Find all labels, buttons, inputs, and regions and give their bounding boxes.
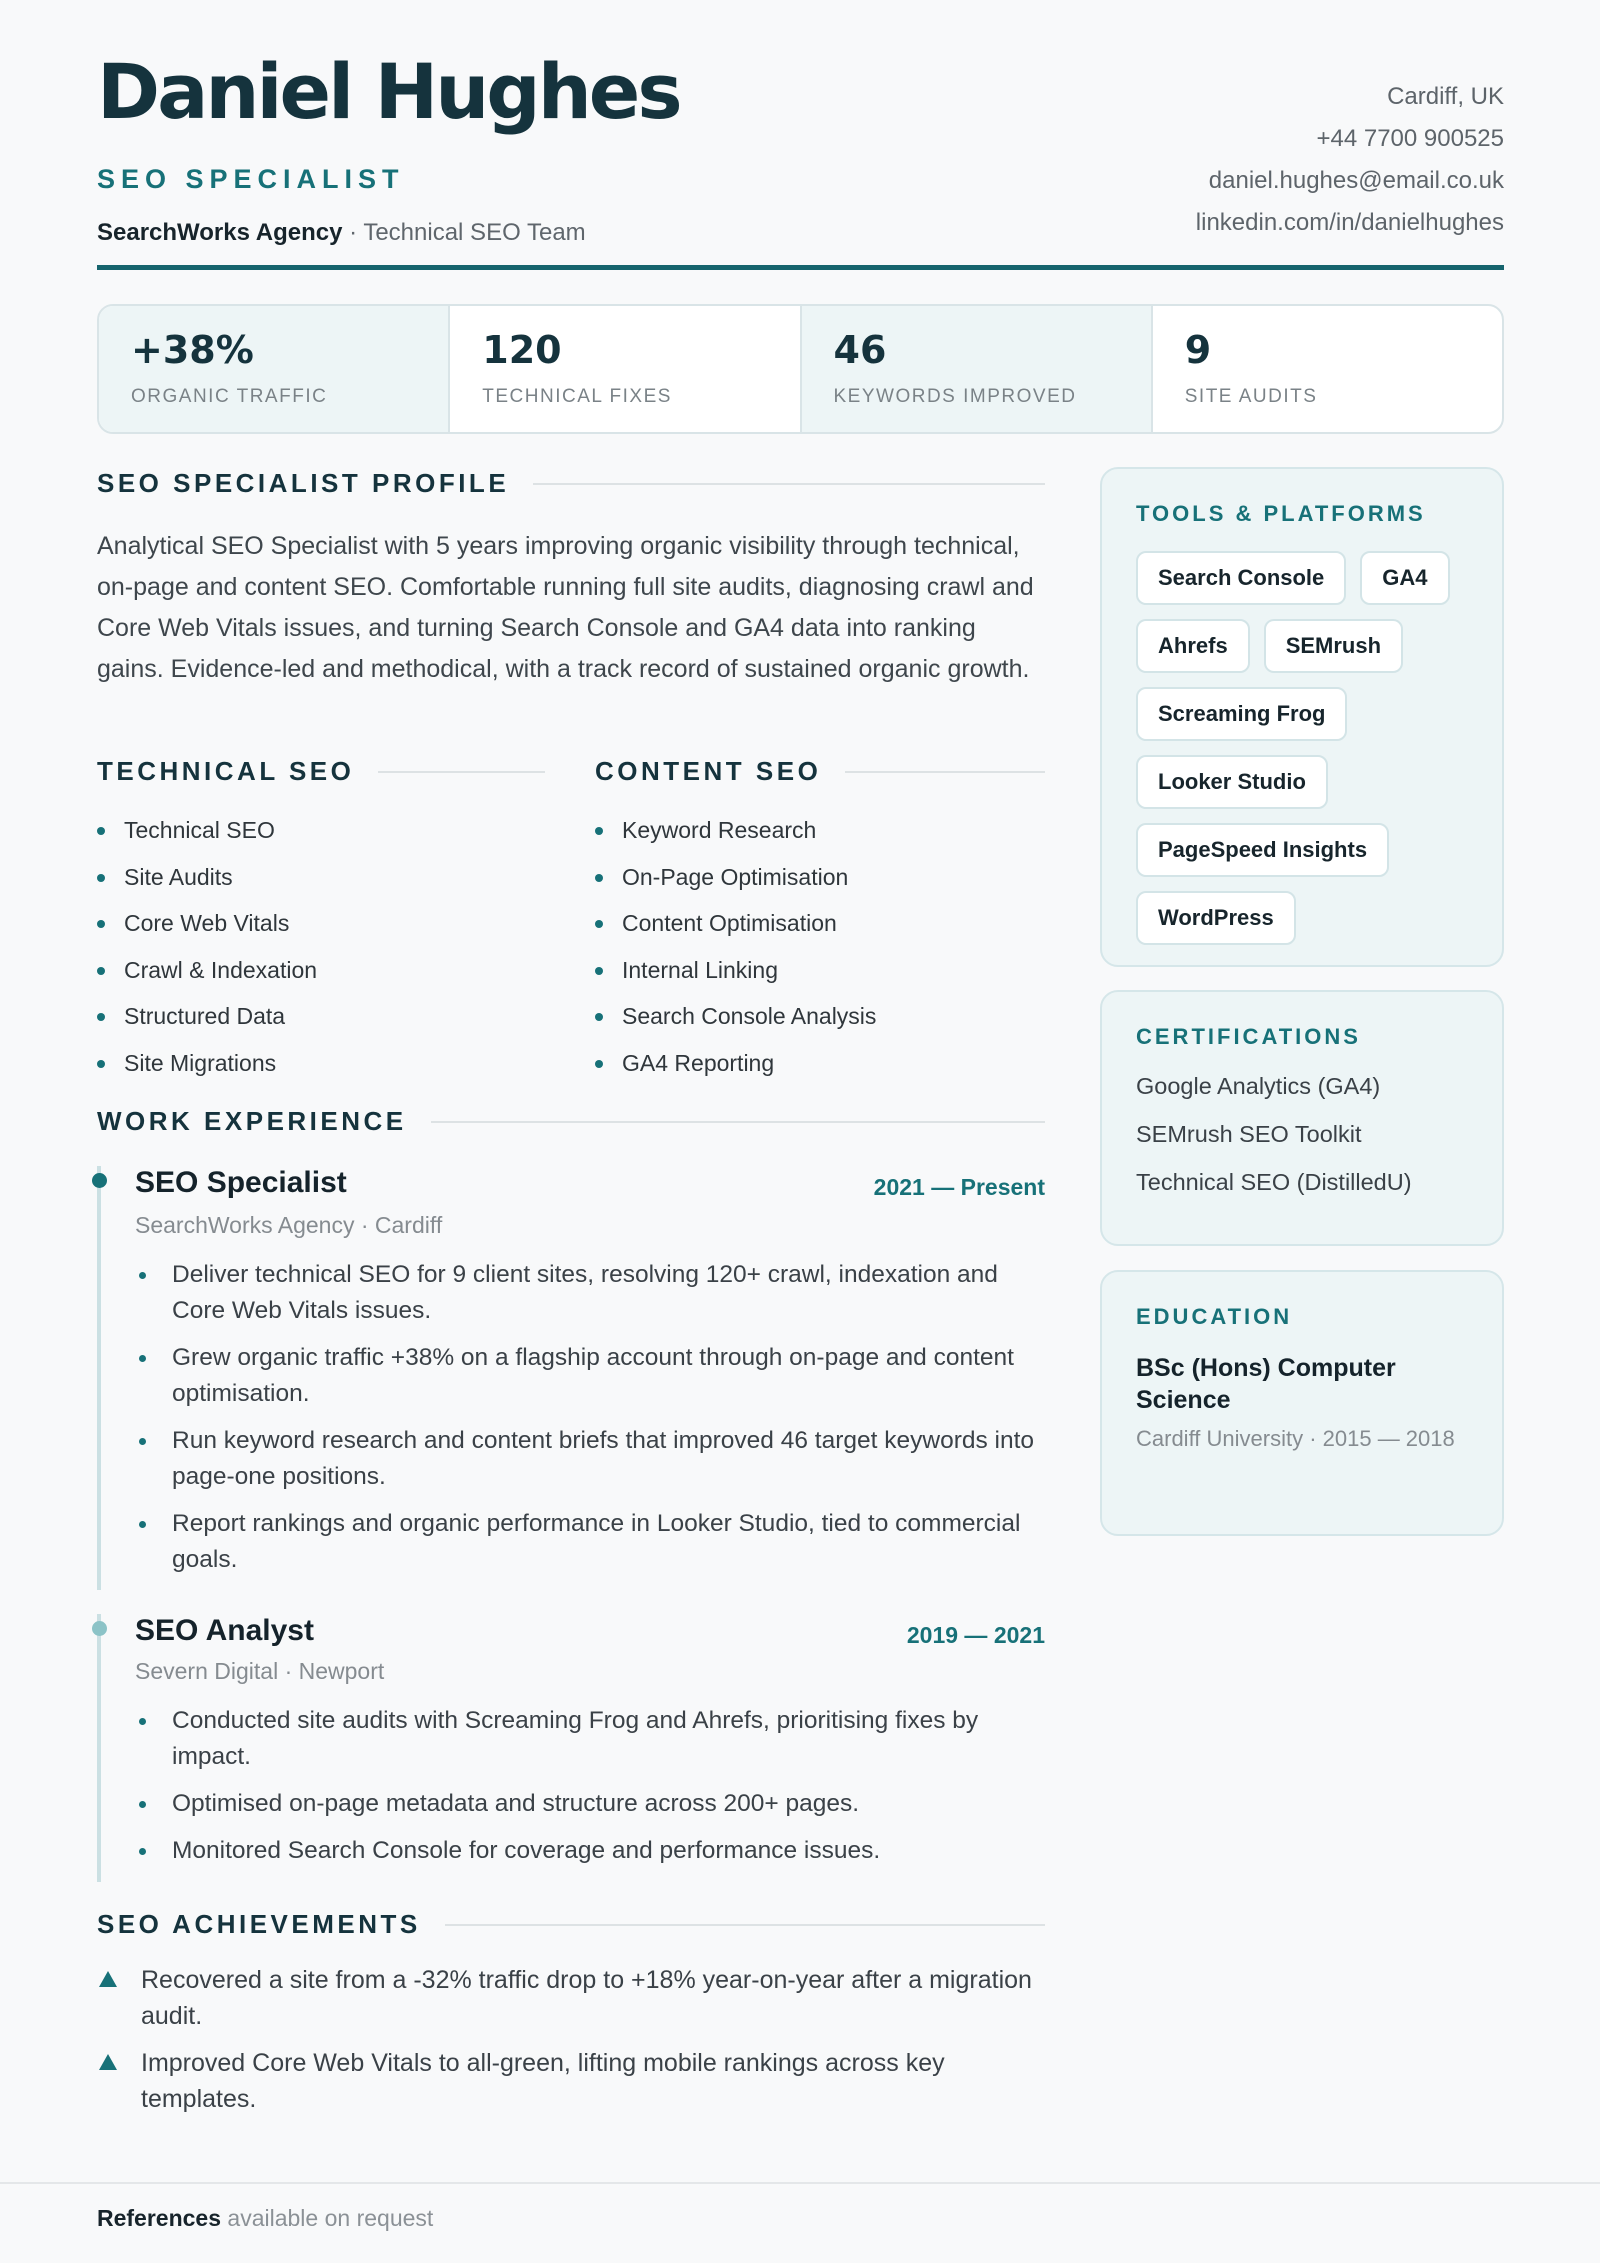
job-title: SEO Specialist	[135, 1166, 347, 1199]
list-item: Site Audits	[97, 854, 317, 901]
triangle-icon	[99, 2054, 117, 2070]
metric-label: TECHNICAL FIXES	[482, 386, 672, 407]
tool-chip: Search Console	[1136, 551, 1346, 605]
tool-chip: SEMrush	[1264, 619, 1403, 673]
contact-linkedin[interactable]: linkedin.com/in/danielhughes	[1195, 209, 1504, 236]
section-title: TECHNICAL SEO	[97, 756, 355, 786]
metric-site-audits	[1153, 306, 1502, 432]
achievements-heading	[97, 1909, 1045, 1940]
certifications-card	[1100, 990, 1504, 1246]
section-rule	[378, 771, 545, 773]
job-role: SEO SPECIALIST	[97, 164, 405, 194]
list-item: Site Migrations	[97, 1040, 317, 1087]
section-rule	[845, 771, 1045, 773]
contact-location: Cardiff, UK	[1387, 83, 1504, 110]
section-title: WORK EXPERIENCE	[97, 1106, 407, 1136]
metric-technical-fixes	[450, 306, 801, 432]
list-item: Crawl & Indexation	[97, 947, 317, 994]
list-item: Structured Data	[97, 993, 317, 1040]
job-dates: 2021 — Present	[873, 1174, 1045, 1200]
metric-organic-traffic	[99, 306, 450, 432]
job-dates: 2019 — 2021	[906, 1622, 1045, 1648]
section-title: CONTENT SEO	[595, 756, 822, 786]
footer-text: available on request	[221, 2205, 434, 2231]
job-bullets	[135, 1257, 1045, 1578]
metric-value: 120	[482, 328, 562, 372]
metric-value: +38%	[131, 328, 254, 372]
metric-value: 46	[833, 328, 887, 372]
timeline-line	[97, 1166, 101, 1590]
section-rule	[431, 1121, 1045, 1123]
card-heading: CERTIFICATIONS	[1136, 1024, 1361, 1049]
list-item: On-Page Optimisation	[595, 854, 876, 901]
technical-seo-heading	[97, 756, 545, 787]
metric-label: SITE AUDITS	[1184, 386, 1318, 407]
list-item: Optimised on-page metadata and structure across 200+ pages.	[135, 1786, 1045, 1822]
footer-note	[97, 2205, 433, 2232]
company-name: SearchWorks Agency	[97, 219, 343, 246]
contact-info	[1196, 76, 1504, 244]
contact-email[interactable]: daniel.hughes@email.co.uk	[1208, 167, 1504, 194]
content-seo-list	[595, 807, 876, 1086]
list-item: Run keyword research and content briefs that improved 46 target keywords into page-one positions.	[135, 1423, 1045, 1495]
section-title: SEO SPECIALIST PROFILE	[97, 468, 510, 498]
resume-header	[97, 47, 1504, 270]
metric-label: KEYWORDS IMPROVED	[833, 386, 1077, 407]
candidate-name: Daniel Hughes	[97, 47, 680, 136]
tool-chip: Looker Studio	[1136, 755, 1328, 809]
achievement-item	[97, 1962, 1047, 2034]
contact-phone[interactable]: +44 7700 900525	[1316, 125, 1504, 152]
certifications-list	[1136, 1062, 1468, 1206]
section-rule	[445, 1924, 1045, 1926]
list-item: Monitored Search Console for coverage and performance issues.	[135, 1833, 1045, 1869]
card-heading: TOOLS & PLATFORMS	[1136, 501, 1426, 526]
profile-heading	[97, 468, 1045, 499]
timeline-line	[97, 1614, 101, 1882]
job-entry-seo-specialist	[97, 1166, 1045, 1590]
job-company: SearchWorks Agency · Cardiff	[135, 1212, 443, 1238]
tool-chip: WordPress	[1136, 891, 1296, 945]
technical-seo-list	[97, 807, 317, 1086]
tool-chip: Screaming Frog	[1136, 687, 1347, 741]
achievement-item	[97, 2045, 1047, 2117]
tools-card	[1100, 467, 1504, 967]
experience-heading	[97, 1106, 1045, 1137]
card-heading: EDUCATION	[1136, 1304, 1293, 1329]
tool-chip: GA4	[1360, 551, 1449, 605]
list-item: GA4 Reporting	[595, 1040, 876, 1087]
list-item: Internal Linking	[595, 947, 876, 994]
profile-text: Analytical SEO Specialist with 5 years improving organic visibility through technical, on-page and content SEO. Comfortable running full site audits, diagnosing crawl and Core Web Vitals issues, and turning Search Console and GA4 data into ranking gains. Evidence-led and methodical, with a track record of sustained organic growth.	[97, 532, 1034, 683]
education-meta: Cardiff University · 2015 — 2018	[1136, 1426, 1455, 1451]
triangle-icon	[99, 1971, 117, 1987]
list-item: Grew organic traffic +38% on a flagship account through on-page and content optimisation.	[135, 1340, 1045, 1412]
job-company: Severn Digital · Newport	[135, 1658, 385, 1684]
footer-bold: References	[97, 2205, 222, 2231]
achievements-list	[97, 1962, 1047, 2128]
certification-item: SEMrush SEO Toolkit	[1136, 1121, 1362, 1147]
certification-item: Technical SEO (DistilledU)	[1136, 1169, 1412, 1195]
list-item: Technical SEO	[97, 807, 317, 854]
tool-chips	[1136, 551, 1481, 945]
list-item: Report rankings and organic performance in Looker Studio, tied to commercial goals.	[135, 1506, 1045, 1578]
team-name: · Technical SEO Team	[349, 219, 586, 246]
achievement-text: Improved Core Web Vitals to all-green, lifting mobile rankings across key templates.	[141, 2049, 945, 2113]
list-item: Core Web Vitals	[97, 900, 317, 947]
job-bullets	[135, 1703, 1045, 1869]
timeline-dot	[92, 1173, 107, 1188]
tool-chip: Ahrefs	[1136, 619, 1250, 673]
achievement-text: Recovered a site from a -32% traffic drop to +18% year-on-year after a migration audit.	[141, 1966, 1032, 2030]
metric-keywords-improved	[802, 306, 1153, 432]
metric-value: 9	[1184, 328, 1212, 372]
content-seo-heading	[595, 756, 1045, 787]
metric-label: ORGANIC TRAFFIC	[131, 386, 328, 407]
timeline-dot	[92, 1621, 107, 1636]
list-item: Deliver technical SEO for 9 client sites, resolving 120+ crawl, indexation and Core Web Vitals issues.	[135, 1257, 1045, 1329]
education-degree: BSc (Hons) Computer Science	[1136, 1354, 1396, 1414]
footer-divider	[0, 2182, 1600, 2184]
job-entry-seo-analyst	[97, 1614, 1045, 1882]
job-title: SEO Analyst	[135, 1614, 314, 1647]
education-card	[1100, 1270, 1504, 1536]
section-rule	[533, 483, 1045, 485]
section-title: SEO ACHIEVEMENTS	[97, 1909, 421, 1939]
tool-chip: PageSpeed Insights	[1136, 823, 1389, 877]
list-item: Conducted site audits with Screaming Frog and Ahrefs, prioritising fixes by impact.	[135, 1703, 1045, 1775]
list-item: Keyword Research	[595, 807, 876, 854]
metrics-bar	[97, 304, 1504, 434]
list-item: Content Optimisation	[595, 900, 876, 947]
list-item: Search Console Analysis	[595, 993, 876, 1040]
certification-item: Google Analytics (GA4)	[1136, 1073, 1381, 1099]
